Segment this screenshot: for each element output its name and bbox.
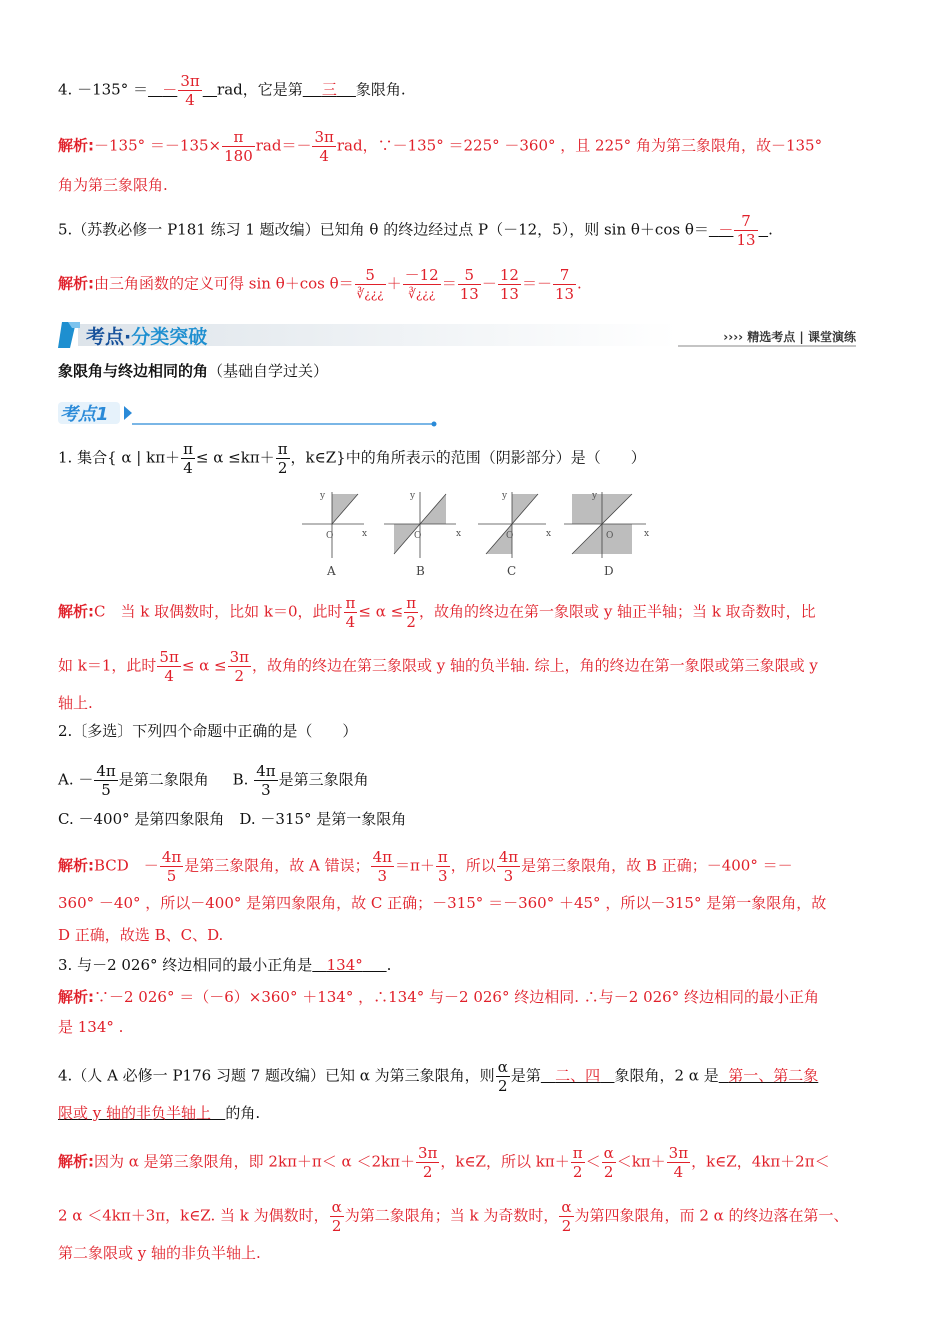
svg-text:O: O bbox=[326, 531, 334, 541]
graph-b bbox=[384, 491, 461, 558]
option-d-label: D bbox=[604, 564, 614, 578]
svg-text:x: x bbox=[362, 529, 368, 539]
question-2-options-cd: C. －400° 是第四象限角 D. －315° 是第一象限角 bbox=[58, 810, 407, 828]
solution-q2-line2: 360° －40° ，所以－400° 是第四象限角，故 C 正确；－315° ＝－360° ＋45° ，所以－315° 是第一象限角，故 bbox=[58, 894, 827, 912]
solution-4: 解析:－135° ＝－135× $\frac{\pi}{180}$ rad＝－ $\frac{3\pi}{4}$ rad，∵－135° ＝225° －360° ，且 225° 角为第三象限角，故－135° bbox=[58, 128, 823, 165]
solution-q3-line2: 是 134° . bbox=[58, 1018, 124, 1036]
solution-q1-line2: 如 k＝1，此时 $\frac{5\pi}{4}$ ≤ α ≤ $\frac{3\pi}{2}$ ，故角的终边在第三象限或 y 轴的负半轴. 综上，角的终边在第一象限或第三象限或 y bbox=[58, 648, 818, 685]
solution-4-line2: 角为第三象限角. bbox=[58, 176, 168, 194]
solution-q4-line2: 2 α ＜4kπ＋3π，k∈Z. 当 k 为偶数时， $\frac{\alpha}{2}$ 为第二象限角；当 k 为奇数时， $\frac{\alpha}{2}$ 为第四象限角，而 2 α 的终边落在第一、 bbox=[58, 1198, 849, 1235]
option-c-label: C bbox=[507, 564, 517, 578]
problem-4: 4. －135° ＝ － $\frac{3\pi}{4}$ rad，它是第 三 象限角. bbox=[58, 72, 406, 109]
question-3: 3. 与－2 026° 终边相同的最小正角是 134° . bbox=[58, 956, 392, 974]
solution-q2-line3: D 正确，故选 B、C、D. bbox=[58, 926, 224, 944]
subsection-title: 象限角与终边相同的角（基础自学过关） bbox=[58, 362, 329, 380]
question-1: 1. 集合{ α | kπ＋ $\frac{\pi}{4}$ ≤ α ≤kπ＋ $\frac{\pi}{2}$ ，k∈Z}中的角所表示的范围（阴影部分）是（ ） bbox=[58, 440, 646, 477]
section-header bbox=[58, 318, 856, 352]
section-title: 考点·分类突破 bbox=[86, 326, 208, 348]
svg-text:x: x bbox=[546, 529, 552, 539]
graph-a bbox=[302, 491, 367, 558]
kaodian-tag: 考点1 bbox=[58, 398, 438, 430]
kaodian-line bbox=[58, 398, 438, 430]
solution-q4: 解析:因为 α 是第三象限角，即 2kπ＋π＜ α ＜2kπ＋ $\frac{3\pi}{2}$ ，k∈Z，所以 kπ＋ $\frac{\pi}{2}$ ＜ $\frac{\alpha}{2}$ ＜kπ＋ $\frac{3\pi}{4}$ ，k∈Z，4kπ＋2π＜ bbox=[58, 1144, 830, 1181]
svg-text:y: y bbox=[410, 491, 416, 501]
svg-text:x: x bbox=[456, 529, 462, 539]
solution-q2: 解析:BCD － $\frac{4\pi}{5}$ 是第三象限角，故 A 错误； $\frac{4\pi}{3}$ ＝π＋ $\frac{\pi}{3}$ ，所以 $\frac{4\pi}{3}$ 是第三象限角，故 B 正确；－400° ＝－ bbox=[58, 848, 793, 885]
graph-d bbox=[564, 491, 649, 558]
graph-c bbox=[478, 491, 551, 558]
svg-text:y: y bbox=[502, 491, 508, 501]
answer-blank: 134° bbox=[326, 956, 363, 974]
option-b-label: B bbox=[416, 564, 425, 578]
problem-5: 5.（苏教必修一 P181 练习 1 题改编）已知角 θ 的终边经过点 P（－12，5），则 sin θ＋cos θ＝ － $\frac{7}{13}$ . bbox=[58, 212, 773, 249]
solution-q4-line3: 第二象限或 y 轴的非负半轴上. bbox=[58, 1244, 261, 1262]
answer-fraction: $\frac{3\pi}{4}$ bbox=[180, 72, 200, 109]
question-2: 2.〔多选〕下列四个命题中正确的是（ ） bbox=[58, 722, 358, 740]
section-right-label: ›››› 精选考点 | 课堂演练 bbox=[723, 330, 856, 344]
solution-q1-line3: 轴上. bbox=[58, 694, 93, 712]
option-a-label: A bbox=[327, 564, 336, 578]
question-4-line2: 限或 y 轴的非负半轴上 的角. bbox=[58, 1104, 261, 1122]
solution-5: 解析:由三角函数的定义可得 sin θ＋cos θ＝ $\frac{5}{∛¿¿¿}$ ＋ $\frac{-12}{∛¿¿¿}$ ＝ $\frac{5}{13}$ － $\frac{12}{13}$ ＝－ $\frac{7}{13}$ . bbox=[58, 266, 582, 303]
svg-text:y: y bbox=[320, 491, 326, 501]
answer-blank: 三 bbox=[321, 80, 337, 99]
svg-text:x: x bbox=[644, 529, 650, 539]
question-4: 4.（人 A 必修一 P176 习题 7 题改编）已知 α 为第三象限角，则 $\frac{\alpha}{2}$ 是第 二、四 象限角，2 α 是 第一、第二象 bbox=[58, 1058, 819, 1095]
solution-q1: 解析:C 当 k 取偶数时，比如 k＝0，此时 $\frac{\pi}{4}$ ≤ α ≤ $\frac{\pi}{2}$ ，故角的终边在第一象限或 y 轴正半轴；当 k 取奇数时，比 bbox=[58, 594, 816, 631]
answer-graphs bbox=[296, 488, 656, 584]
svg-text:O: O bbox=[506, 531, 514, 541]
solution-q3: 解析:∵－2 026° ＝（－6）×360° ＋134° ，∴134° 与－2 026° 终边相同. ∴与－2 026° 终边相同的最小正角 bbox=[58, 988, 819, 1006]
svg-text:y: y bbox=[592, 491, 598, 501]
svg-text:O: O bbox=[414, 531, 422, 541]
question-2-options-ab: A. － $\frac{4\pi}{5}$ 是第二象限角 B. $\frac{4\pi}{3}$ 是第三象限角 bbox=[58, 762, 369, 799]
svg-text:O: O bbox=[606, 531, 614, 541]
